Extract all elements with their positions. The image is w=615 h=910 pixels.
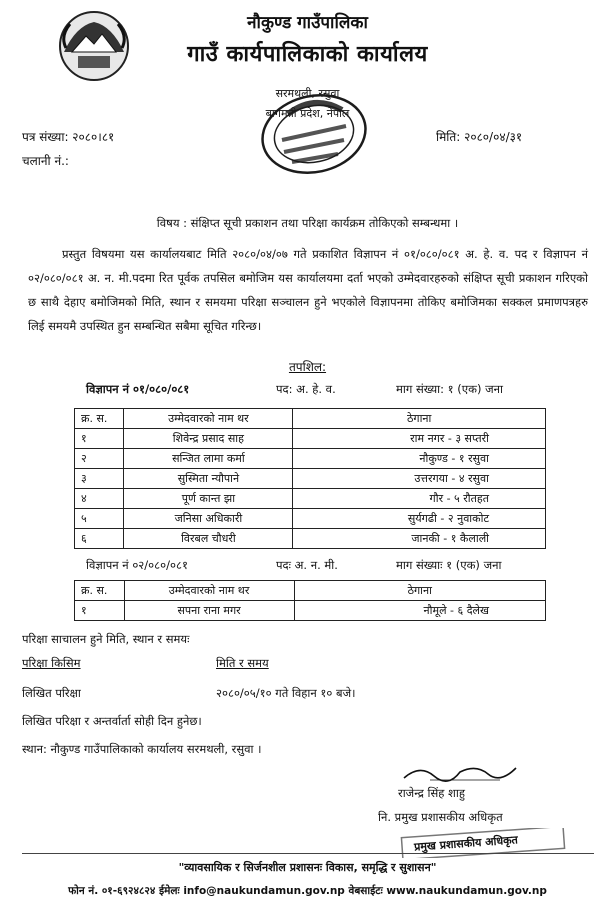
row-address: उत्तरगया - ४ रसुवा (293, 469, 546, 489)
designation-stamp-text: प्रमुख प्रशासकीय अधिकृत (413, 833, 519, 854)
header-serial: क्र. स. (75, 581, 125, 601)
exam-time-value: २०८०/०५/१० गते विहान १० बजे। (216, 686, 356, 700)
table-row (75, 509, 546, 529)
table-row (75, 601, 546, 621)
footer-slogan: "व्यावसायिक र सिर्जनशील प्रशासनः विकास, समृद्धि र सुशासन" (178, 861, 437, 874)
body-paragraph: प्रस्तुत विषयमा यस कार्यालयबाट मिति २०८०/०४/०७ गते प्रकाशित विज्ञापन नं ०१/०८०/०८१ अ. हे. व. पद र विज्ञापन नं ०२/०८०/०८१ अ. न. मी.पदमा रित पूर्वक तपसिल बमोजिम यस कार्यालयमा दर्ता भएको उम्मेदवारहरुको संक्षिप्त सूची प्रकाशन गरिएको छ साथै देहाए बमोजिमको मिति, स्थान र समयमा परिक्षा सञ्चालन हुने भएकोले विज्ञापनमा तोकिए बमोजिमका सक्कल प्रमाणपत्रहरु लिई समयमै उपस्थित हुन सम्बन्धित सबैमा सूचित गरिन्छ। (28, 247, 588, 333)
office-title: गाउँ कार्यपालिकाको कार्यालय (187, 42, 428, 67)
dispatch-number: चलानी नं.: (22, 154, 69, 168)
row-name: जनिसा अधिकारी (124, 509, 293, 529)
row-address: नौमूले - ६ दैलेख (294, 601, 545, 621)
details-heading: तपशिल: (288, 360, 327, 374)
row-address: जानकी - १ कैलाली (293, 529, 546, 549)
row-name: सुस्मिता न्यौपाने (124, 469, 293, 489)
row-name: विरबल चौधरी (124, 529, 293, 549)
table-row (75, 429, 546, 449)
vacancy-2-demand: माग संख्याः १ (एक) जना (396, 558, 502, 572)
table-row (75, 529, 546, 549)
address-line-1: सरमथली, रसुवा (275, 87, 340, 100)
exam-venue: स्थान: नौकुण्ड गाउँपालिकाको कार्यालय सरमथली, रसुवा । (22, 742, 262, 756)
table-row (75, 489, 546, 509)
footer-divider (22, 853, 594, 854)
header-address: ठेगाना (293, 409, 546, 429)
row-name: सपना राना मगर (124, 601, 294, 621)
signer-name: राजेन्द्र सिंह शाहु (398, 786, 465, 800)
vacancy-1-adv-no: विज्ञापन नं ०१/०८०/०८१ (86, 382, 190, 396)
row-serial: २ (75, 449, 124, 469)
table-row (75, 449, 546, 469)
row-serial: ३ (75, 469, 124, 489)
header-address: ठेगाना (294, 581, 545, 601)
header-name: उम्मेदवारको नाम थर (124, 409, 293, 429)
row-address: सुर्यगढी - २ नुवाकोट (293, 509, 546, 529)
vacancy-1-table (74, 408, 546, 549)
footer-contact: फोन नं. ०१-६९२४८२४ ईमेलः info@naukundamun.gov.np वेबसाईटः www.naukundamun.gov.np (68, 885, 547, 897)
vacancy-2-adv-no: विज्ञापन नं ०२/०८०/०८१ (86, 558, 188, 572)
office-seal-stamp (248, 88, 380, 180)
exam-type-value: लिखित परिक्षा (22, 686, 81, 700)
exam-type-heading: परिक्षा किसिम (22, 656, 81, 670)
exam-intro: परिक्षा साचालन हुने मिति, स्थान र समयः (22, 632, 190, 646)
vacancy-1-post: पद: अ. हे. व. (276, 382, 336, 396)
row-address: राम नगर - ३ सप्तरी (293, 429, 546, 449)
row-address: गौर - ५ रौतहत (293, 489, 546, 509)
row-name: शिवेन्द्र प्रसाद साह (124, 429, 293, 449)
row-serial: ५ (75, 509, 124, 529)
header-name: उम्मेदवारको नाम थर (124, 581, 294, 601)
row-serial: १ (75, 429, 124, 449)
row-serial: ४ (75, 489, 124, 509)
reference-number: पत्र संख्या: २०८०।८१ (22, 130, 115, 144)
vacancy-2-post: पदः अ. न. मी. (276, 558, 338, 572)
municipality-name: नौकुण्ड गाउँपालिका (247, 13, 368, 33)
table-row (75, 469, 546, 489)
handwritten-signature (400, 760, 520, 784)
vacancy-2-table (74, 580, 546, 621)
header-serial: क्र. स. (75, 409, 124, 429)
table-header-row (75, 581, 546, 601)
exam-time-heading: मिति र समय (216, 656, 269, 670)
interview-note: लिखित परिक्षा र अन्तर्वार्ता सोही दिन हुनेछ। (22, 714, 202, 728)
subject-line: विषय : संक्षिप्त सूची प्रकाशन तथा परिक्षा कार्यक्रम तोकिएको सम्बन्धमा । (156, 216, 459, 230)
row-serial: ६ (75, 529, 124, 549)
row-serial: १ (75, 601, 125, 621)
row-name: पूर्ण कान्त झा (124, 489, 293, 509)
letter-date: मिति: २०८०/०४/३१ (436, 130, 523, 144)
table-header-row (75, 409, 546, 429)
signer-title: नि. प्रमुख प्रशासकीय अधिकृत (378, 810, 503, 824)
row-name: सन्जित लामा कर्मा (124, 449, 293, 469)
vacancy-1-demand: माग संख्या: १ (एक) जना (396, 382, 504, 396)
row-address: नौकुण्ड - १ रसुवा (293, 449, 546, 469)
address-line-2: बागमती प्रदेश, नेपाल (265, 107, 350, 120)
